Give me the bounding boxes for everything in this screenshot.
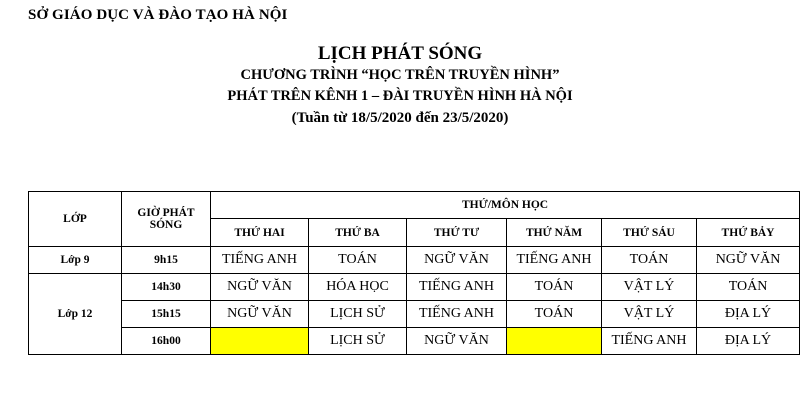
subject-cell: TIẾNG ANH — [211, 247, 309, 274]
airtime-header-line1: GIỜ PHÁT — [137, 207, 195, 219]
subject-cell: NGỮ VĂN — [407, 328, 507, 355]
subject-cell: NGỮ VĂN — [407, 247, 507, 274]
broadcast-schedule-table — [28, 191, 800, 355]
subject-cell: VẬT LÝ — [602, 274, 697, 301]
airtime-header-line2: SÓNG — [149, 219, 183, 231]
day-header: THỨ TƯ — [407, 219, 507, 247]
highlighted-empty-cell — [211, 328, 309, 355]
grade-label: Lớp 12 — [29, 274, 122, 355]
column-header-day-subject: THỨ/MÔN HỌC — [211, 192, 800, 219]
day-header: THỨ HAI — [211, 219, 309, 247]
program-name: CHƯƠNG TRÌNH “HỌC TRÊN TRUYỀN HÌNH” — [240, 67, 560, 83]
subject-cell: VẬT LÝ — [602, 301, 697, 328]
airtime-cell: 16h00 — [122, 328, 211, 355]
subject-cell: TIẾNG ANH — [507, 247, 602, 274]
subject-cell: TIẾNG ANH — [407, 274, 507, 301]
grade-label: Lớp 9 — [29, 247, 122, 274]
channel-info: PHÁT TRÊN KÊNH 1 – ĐÀI TRUYỀN HÌNH HÀ NỘI — [227, 88, 573, 104]
subject-cell: TIẾNG ANH — [602, 328, 697, 355]
subject-cell: TOÁN — [507, 274, 602, 301]
department-name: SỞ GIÁO DỤC VÀ ĐÀO TẠO HÀ NỘI — [28, 7, 288, 23]
subject-cell: NGỮ VĂN — [697, 247, 800, 274]
day-header: THỨ BA — [309, 219, 407, 247]
subject-cell: NGỮ VĂN — [211, 301, 309, 328]
schedule-title: LỊCH PHÁT SÓNG — [317, 43, 483, 64]
table-row — [29, 247, 800, 274]
day-header: THỨ BẢY — [697, 219, 800, 247]
subject-cell: TOÁN — [602, 247, 697, 274]
airtime-cell: 9h15 — [122, 247, 211, 274]
week-range: (Tuần từ 18/5/2020 đến 23/5/2020) — [291, 110, 509, 126]
airtime-cell: 15h15 — [122, 301, 211, 328]
subject-cell: ĐỊA LÝ — [697, 301, 800, 328]
subject-cell: HÓA HỌC — [309, 274, 407, 301]
airtime-cell: 14h30 — [122, 274, 211, 301]
column-header-airtime — [122, 192, 211, 247]
subject-cell: NGỮ VĂN — [211, 274, 309, 301]
day-header: THỨ SÁU — [602, 219, 697, 247]
subject-cell: ĐỊA LÝ — [697, 328, 800, 355]
table-row — [29, 274, 800, 301]
subject-cell: TIẾNG ANH — [407, 301, 507, 328]
subject-cell: TOÁN — [309, 247, 407, 274]
column-header-grade: LỚP — [29, 192, 122, 247]
table-row — [29, 301, 800, 328]
subject-cell: LỊCH SỬ — [309, 328, 407, 355]
day-header: THỨ NĂM — [507, 219, 602, 247]
subject-cell: LỊCH SỬ — [309, 301, 407, 328]
table-row — [29, 328, 800, 355]
subject-cell: TOÁN — [507, 301, 602, 328]
subject-cell: TOÁN — [697, 274, 800, 301]
document-heading — [0, 43, 800, 129]
table-header-row — [29, 192, 800, 219]
highlighted-empty-cell — [507, 328, 602, 355]
